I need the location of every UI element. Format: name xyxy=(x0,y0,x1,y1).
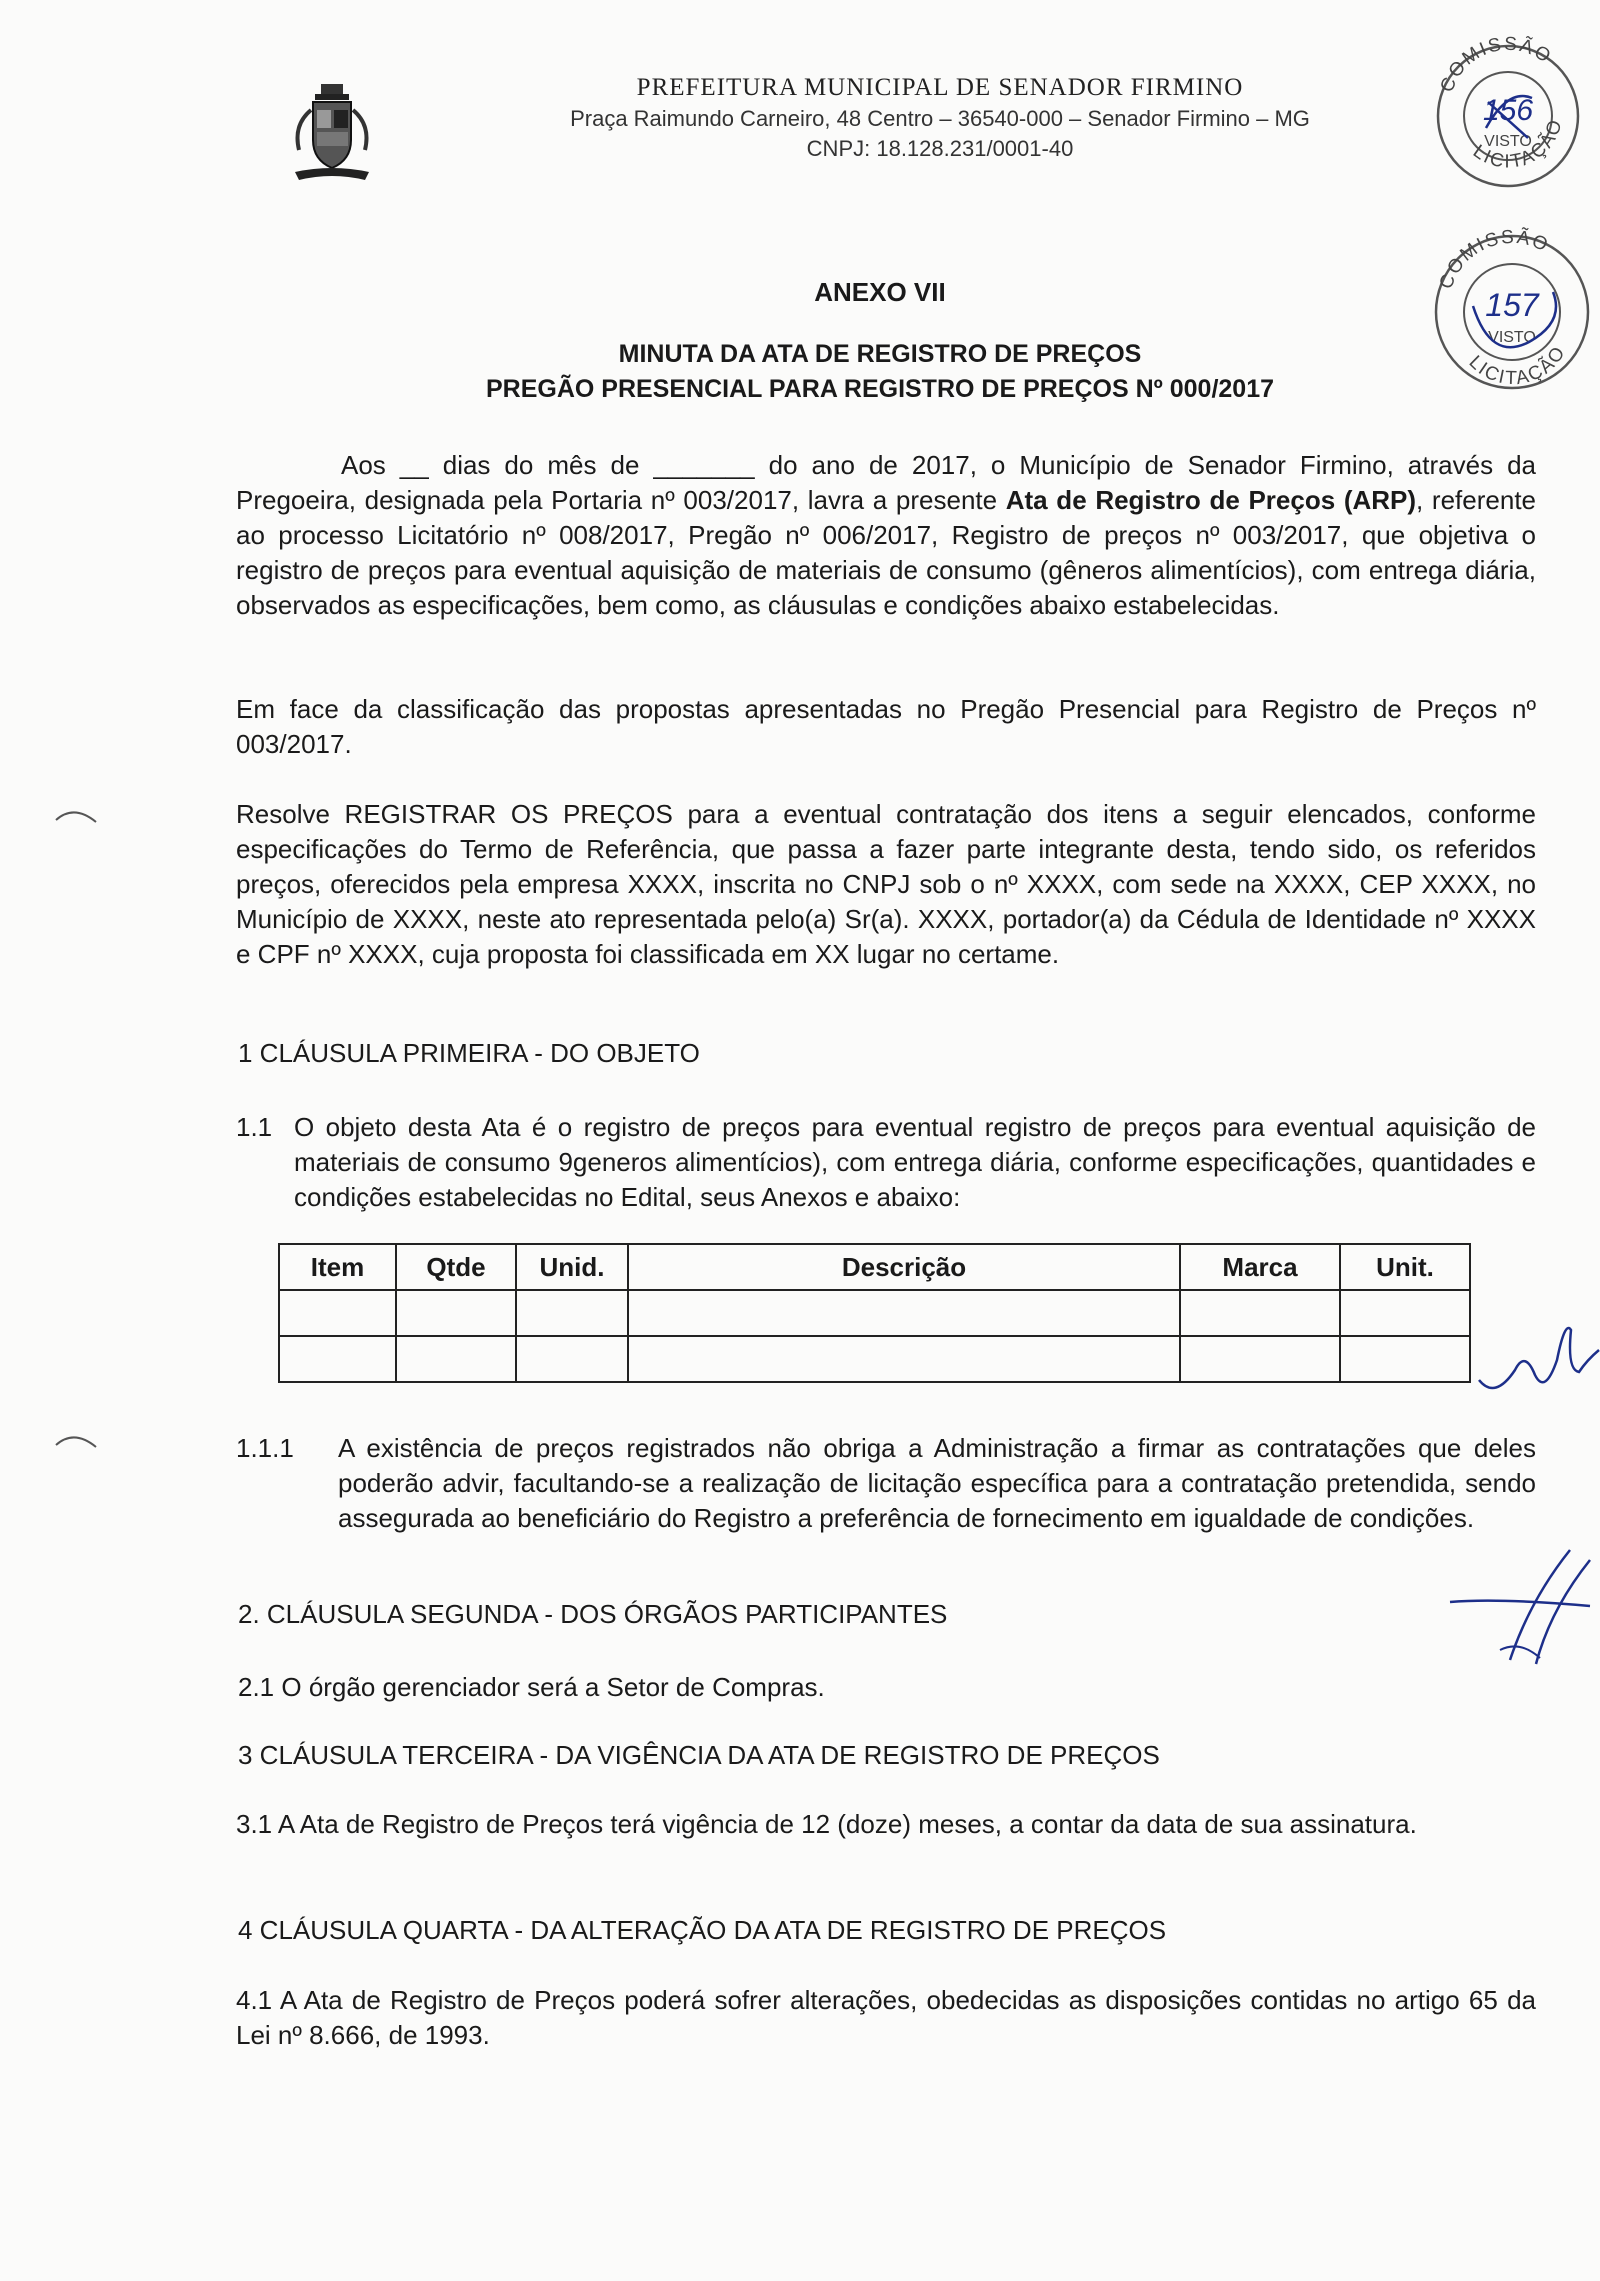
column-header-unit: Unit. xyxy=(1340,1244,1470,1290)
column-header-unid: Unid. xyxy=(516,1244,628,1290)
clause-3-1: 3.1 A Ata de Registro de Preços terá vigência de 12 (doze) meses, a contar da data de sua assinatura. xyxy=(236,1809,1417,1839)
table-row xyxy=(279,1290,1470,1336)
intro-bold: Ata de Registro de Preços (ARP) xyxy=(1005,485,1417,515)
column-header-qtde: Qtde xyxy=(396,1244,516,1290)
face-paragraph: Em face da classificação das propostas apresentadas no Pregão Presencial para Registro de Preços nº 003/2017. xyxy=(236,694,1536,759)
org-name: PREFEITURA MUNICIPAL DE SENADOR FIRMINO xyxy=(636,74,1244,101)
table-cell xyxy=(1340,1336,1470,1382)
clause-4-1: 4.1 A Ata de Registro de Preços poderá sofrer alterações, obedecidas as disposições contidas no artigo 65 da Lei nº 8.666, de 1993. xyxy=(236,1985,1536,2050)
table-cell xyxy=(516,1290,628,1336)
handwritten-initials xyxy=(1475,1300,1600,1410)
clause-1-1-1-text: A existência de preços registrados não obriga a Administração a firmar as contratações que deles poderão advir, facultando-se a realização de licitação específica para a contratação pretendida, sendo assegurada ao beneficiário do Registro a preferência de fornecimento em igualdade de condições. xyxy=(338,1433,1536,1533)
svg-text:COMISSÃO xyxy=(1437,34,1556,96)
commission-stamp-1 xyxy=(1428,28,1588,198)
stamp-2-top-text: COMISSÃO xyxy=(1435,226,1553,293)
clause-1-1-1 xyxy=(236,1431,1536,1536)
org-cnpj: CNPJ: 18.128.231/0001-40 xyxy=(806,136,1074,161)
table-header-row xyxy=(279,1244,1470,1290)
stamp-2-bottom-text: LICITAÇÃO xyxy=(1464,341,1571,390)
intro-text-2: , referente ao processo Licitatório nº 008/2017, Pregão nº 006/2017, Registro de preços nº 003/2017, que objetiva o registro de preços para eventual aquisição de materiais de consumo (gêneros alimentícios), com entrega diária, observados as especificações, bem como, as cláusulas e condições abaixo estabelecidas. xyxy=(236,485,1536,620)
stamp-1-top-text: COMISSÃO xyxy=(1436,33,1556,96)
table-cell xyxy=(1180,1290,1340,1336)
commission-stamp-2 xyxy=(1425,222,1600,397)
stamp-1-number: 156 xyxy=(1482,94,1534,127)
annex-title: ANEXO VII xyxy=(814,277,946,307)
table-cell xyxy=(628,1336,1180,1382)
margin-tick-mark xyxy=(52,800,102,830)
org-address: Praça Raimundo Carneiro, 48 Centro – 36540-000 – Senador Firmino – MG xyxy=(570,106,1310,131)
clause-3-heading: 3 CLÁUSULA TERCEIRA - DA VIGÊNCIA DA ATA DE REGISTRO DE PREÇOS xyxy=(238,1740,1160,1770)
clause-1-1 xyxy=(236,1110,1536,1215)
table-cell xyxy=(1180,1336,1340,1382)
clause-4-heading: 4 CLÁUSULA QUARTA - DA ALTERAÇÃO DA ATA DE REGISTRO DE PREÇOS xyxy=(238,1915,1167,1945)
pregao-title: PREGÃO PRESENCIAL PARA REGISTRO DE PREÇOS Nº 000/2017 xyxy=(485,375,1275,403)
clause-1-heading: 1 CLÁUSULA PRIMEIRA - DO OBJETO xyxy=(238,1038,700,1068)
minuta-title: MINUTA DA ATA DE REGISTRO DE PREÇOS xyxy=(618,340,1142,368)
stamp-2-visto: VISTO xyxy=(1488,329,1536,346)
column-header-descricao: Descrição xyxy=(628,1244,1180,1290)
stamp-1-bottom-text: LICITAÇÃO xyxy=(1469,116,1567,173)
table-cell xyxy=(279,1336,396,1382)
column-header-item: Item xyxy=(279,1244,396,1290)
table-cell xyxy=(628,1290,1180,1336)
resolve-paragraph: Resolve REGISTRAR OS PREÇOS para a eventual contratação dos itens a seguir elencados, conforme especificações do Termo de Referência, que passa a fazer parte integrante desta, tendo sido, os referidos preços, oferecidos pela empresa XXXX, inscrita no CNPJ sob o nº XXXX, com sede na XXXX, CEP XXXX, no Município de XXXX, neste ato representada pelo(a) Sr(a). XXXX, portador(a) da Cédula de Identidade nº XXXX e CPF nº XXXX, cuja proposta foi classificada em XX lugar no certame. xyxy=(236,799,1536,969)
intro-paragraph xyxy=(236,448,1536,623)
handwritten-signature xyxy=(1440,1540,1600,1680)
letterhead xyxy=(470,74,1410,162)
stamp-1-visto: VISTO xyxy=(1484,133,1532,150)
municipal-crest-logo xyxy=(285,80,380,190)
table-cell xyxy=(396,1290,516,1336)
clause-2-1: 2.1 O órgão gerenciador será a Setor de Compras. xyxy=(238,1672,825,1702)
intro-text-1: Aos __ dias do mês de _______ do ano de 2017, o Município de Senador Firmino, através da Pregoeira, designada pela Portaria nº 003/2017, lavra a presente xyxy=(236,450,1536,515)
table-cell xyxy=(516,1336,628,1382)
stamp-2-number: 157 xyxy=(1485,287,1539,323)
clause-2-heading: 2. CLÁUSULA SEGUNDA - DOS ÓRGÃOS PARTICIPANTES xyxy=(238,1599,948,1629)
clause-1-1-1-number: 1.1.1 xyxy=(236,1433,294,1463)
table-row xyxy=(279,1336,1470,1382)
items-table xyxy=(278,1243,1471,1383)
clause-1-1-text: O objeto desta Ata é o registro de preços para eventual registro de preços para eventual aquisição de materiais de consumo 9generos alimentícios), com entrega diária, conforme especificações, quantidades e condições estabelecidas no Edital, seus Anexos e abaixo: xyxy=(294,1112,1536,1212)
table-cell xyxy=(396,1336,516,1382)
table-cell xyxy=(1340,1290,1470,1336)
clause-1-1-number: 1.1 xyxy=(236,1112,273,1142)
column-header-marca: Marca xyxy=(1180,1244,1340,1290)
table-cell xyxy=(279,1290,396,1336)
margin-tick-mark xyxy=(52,1425,102,1455)
